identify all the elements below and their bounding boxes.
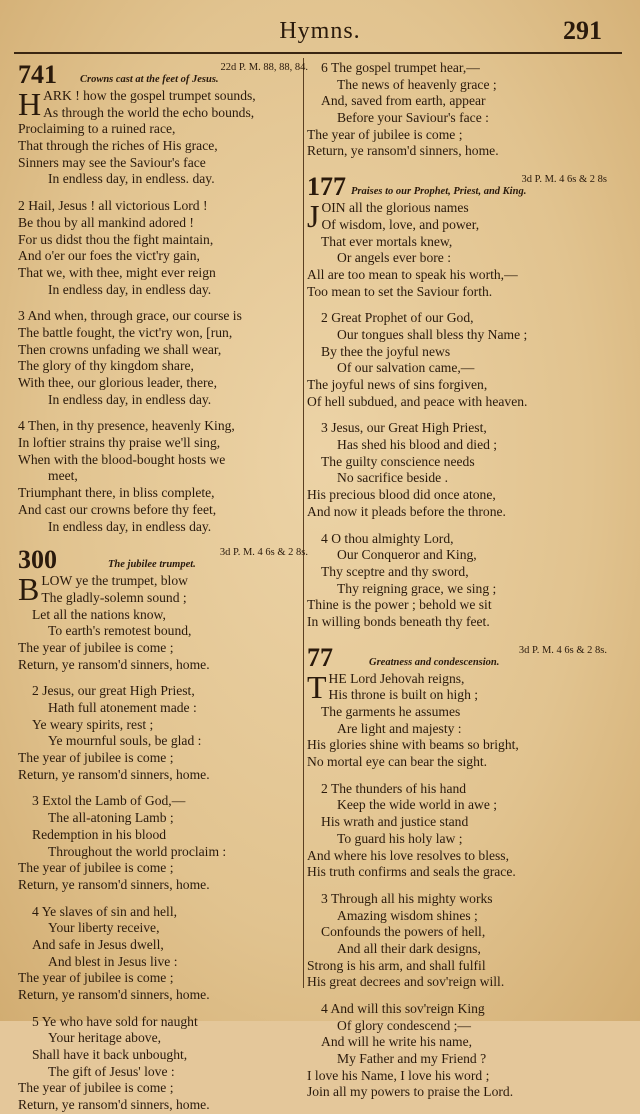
verse-line: The all-atoning Lamb ; xyxy=(48,810,174,826)
hymn-300-header xyxy=(18,547,308,573)
verse-line: And, saved from earth, appear xyxy=(321,93,486,109)
verse-line: And now it pleads before the throne. xyxy=(307,503,506,519)
verse-line: His great decrees and sov'reign will. xyxy=(307,974,505,990)
verse-line: In endless day, in endless day. xyxy=(48,391,212,407)
verse-line: HE Lord Jehovah reigns, xyxy=(328,670,465,686)
verse-line: Of glory condescend ;— xyxy=(337,1017,472,1033)
verse-line: Or angels ever bore : xyxy=(337,250,451,266)
hymn-meter: 3d P. M. 4 6s & 2 8s. xyxy=(518,644,607,656)
hymn-177-verse-1 xyxy=(307,200,607,233)
verse-line: Throughout the world proclaim : xyxy=(48,843,227,859)
header-rule xyxy=(14,52,622,54)
verse-line: His precious blood did once atone, xyxy=(307,487,496,503)
verse-line: And all their dark designs, xyxy=(337,940,481,956)
verse-line: Proclaiming to a ruined race, xyxy=(18,121,176,137)
hymn-741-header xyxy=(18,62,308,88)
verse-line: In endless day, in endless. day. xyxy=(48,171,215,187)
verse-line: 3 Jesus, our Great High Priest, xyxy=(321,420,487,436)
verse-line: Our tongues shall bless thy Name ; xyxy=(337,326,528,342)
verse-line: 3 And when, through grace, our course is xyxy=(18,308,242,324)
verse-line: Ye weary spirits, rest ; xyxy=(32,716,154,732)
verse-line: All are too mean to speak his worth,— xyxy=(307,266,518,282)
verse-line: My Father and my Friend ? xyxy=(337,1051,487,1067)
verse-line: With thee, our glorious leader, there, xyxy=(18,375,217,390)
verse-line: 3 Through all his mighty works xyxy=(321,890,493,906)
verse-line: 4 Ye slaves of sin and hell, xyxy=(32,903,177,919)
drop-cap: B xyxy=(18,573,40,607)
verse-line: 2 Hail, Jesus ! all victorious Lord ! xyxy=(18,198,208,214)
page-number: 291 xyxy=(563,16,602,45)
verse-line: When with the blood-bought hosts we xyxy=(18,451,226,467)
verse-line: The news of heavenly grace ; xyxy=(337,76,497,92)
hymn-meter: 3d P. M. 4 6s & 2 8s xyxy=(521,174,607,186)
verse-line: No sacrifice beside . xyxy=(337,470,448,486)
verse-line: Thine is the power ; behold we sit xyxy=(307,597,492,613)
verse-line: Keep the wide world in awe ; xyxy=(337,797,498,813)
drop-cap: T xyxy=(307,670,327,704)
verse-line: Thy reigning grace, we sing ; xyxy=(337,580,497,596)
left-column xyxy=(18,60,308,1114)
verse-line: Our Conqueror and King, xyxy=(337,547,477,563)
verse-line: That ever mortals knew, xyxy=(321,233,453,249)
verse-line: The year of jubilee is come ; xyxy=(18,970,174,986)
verse-line: And o'er our foes the vict'ry gain, xyxy=(18,248,200,264)
hymn-number: 741 xyxy=(18,60,57,89)
verse-line: The gift of Jesus' love : xyxy=(48,1063,175,1079)
verse-line: To guard his holy law ; xyxy=(337,830,463,846)
verse-line: Are light and majesty : xyxy=(337,720,462,736)
verse-line: Then crowns unfading we shall wear, xyxy=(18,341,222,357)
verse-line: Your heritage above, xyxy=(48,1030,162,1046)
verse-line: His glories shine with beams so bright, xyxy=(307,737,519,753)
verse-line: In loftier strains thy praise we'll sing, xyxy=(18,435,221,451)
verse-line: Return, ye ransom'd sinners, home. xyxy=(18,766,210,782)
verse-line: LOW ye the trumpet, blow xyxy=(41,573,188,589)
hymn-77-verse-1 xyxy=(307,671,607,704)
verse-line: I love his Name, I love his word ; xyxy=(307,1067,490,1083)
verse-line: 5 Ye who have sold for naught xyxy=(32,1013,198,1029)
verse-line: Amazing wisdom shines ; xyxy=(337,907,478,923)
verse-line: His throne is built on high ; xyxy=(328,687,479,703)
hymn-meter: 22d P. M. 88, 88, 84. xyxy=(220,62,308,73)
hymn-177-header xyxy=(307,174,607,200)
drop-cap: J xyxy=(307,200,320,234)
verse-line: The garments he assumes xyxy=(321,704,461,719)
verse-line: No mortal eye can bear the sight. xyxy=(307,754,488,770)
verse-line: In endless day, in endless day. xyxy=(48,281,212,297)
verse-line: Confounds the powers of hell, xyxy=(321,924,486,940)
verse-line: Thy sceptre and thy sword, xyxy=(321,563,469,579)
verse-line: The joyful news of sins forgiven, xyxy=(307,377,488,392)
verse-line: For us didst thou the fight maintain, xyxy=(18,231,214,247)
verse-line: Return, ye ransom'd sinners, home. xyxy=(307,143,499,159)
verse-line: Let all the nations know, xyxy=(32,606,166,622)
verse-line: 2 Jesus, our great High Priest, xyxy=(32,683,195,699)
verse-line: Has shed his blood and died ; xyxy=(337,437,498,453)
verse-line: ARK ! how the gospel trumpet sounds, xyxy=(43,88,256,103)
verse-line: 2 The thunders of his hand xyxy=(321,780,467,796)
hymn-number: 300 xyxy=(18,545,57,575)
hymn-subtitle: Greatness and condescension. xyxy=(369,656,500,668)
hymn-subtitle: Crowns cast at the feet of Jesus. xyxy=(80,74,219,85)
hymn-subtitle: Praises to our Prophet, Priest, and King. xyxy=(351,186,527,198)
hymn-subtitle: The jubilee trumpet. xyxy=(108,559,196,571)
hymn-77-header xyxy=(307,642,607,672)
verse-line: The year of jubilee is come ; xyxy=(18,1080,174,1096)
verse-line: Before your Saviour's face : xyxy=(337,110,489,126)
verse-line: Return, ye ransom'd sinners, home. xyxy=(18,656,210,672)
verse-line: OIN all the glorious names xyxy=(321,200,469,216)
verse-line: The year of jubilee is come ; xyxy=(18,639,174,655)
verse-line: The year of jubilee is come ; xyxy=(307,126,463,142)
hymn-741-verse-1 xyxy=(18,88,308,121)
verse-line: Redemption in his blood xyxy=(32,826,167,842)
verse-line: 6 The gospel trumpet hear,— xyxy=(321,60,480,75)
hymn-300-verse-1 xyxy=(18,573,308,606)
verse-line: His truth confirms and seals the grace. xyxy=(307,864,516,880)
verse-line: 2 Great Prophet of our God, xyxy=(321,310,474,326)
verse-line: Shall have it back unbought, xyxy=(32,1047,188,1063)
verse-line: 4 Then, in thy presence, heavenly King, xyxy=(18,418,235,434)
verse-line: His wrath and justice stand xyxy=(321,814,469,830)
verse-line: Join all my powers to praise the Lord. xyxy=(307,1084,514,1100)
verse-line: That through the riches of His grace, xyxy=(18,138,218,154)
verse-line: Of wisdom, love, and power, xyxy=(321,216,480,232)
right-column xyxy=(307,60,607,1101)
hymn-meter: 3d P. M. 4 6s & 2 8s. xyxy=(219,547,308,559)
verse-line: Ye mournful souls, be glad : xyxy=(48,733,202,749)
verse-line: Strong is his arm, and shall fulfil xyxy=(307,957,486,973)
verse-line: Return, ye ransom'd sinners, home. xyxy=(18,1097,210,1113)
verse-line: The year of jubilee is come ; xyxy=(18,750,174,766)
verse-line: And blest in Jesus live : xyxy=(48,953,178,969)
verse-line: And will he write his name, xyxy=(321,1034,473,1050)
verse-line: Sinners may see the Saviour's face xyxy=(18,154,206,170)
verse-line: meet, xyxy=(48,468,78,484)
verse-line: And safe in Jesus dwell, xyxy=(32,936,164,952)
verse-line: Hath full atonement made : xyxy=(48,700,197,715)
verse-line: 4 And will this sov'reign King xyxy=(321,1001,485,1016)
verse-line: Of hell subdued, and peace with heaven. xyxy=(307,393,528,409)
verse-line: To earth's remotest bound, xyxy=(48,623,192,639)
verse-line: Your liberty receive, xyxy=(48,920,160,936)
verse-line: Return, ye ransom'd sinners, home. xyxy=(18,876,210,892)
verse-line: And where his love resolves to bless, xyxy=(307,847,509,863)
verse-line: The year of jubilee is come ; xyxy=(18,860,174,876)
verse-line: Be thou by all mankind adored ! xyxy=(18,214,194,230)
hymn-number: 77 xyxy=(307,642,333,672)
verse-line: By thee the joyful news xyxy=(321,343,451,359)
verse-line: Too mean to set the Saviour forth. xyxy=(307,283,493,299)
verse-line: Return, ye ransom'd sinners, home. xyxy=(18,987,210,1002)
verse-line: 3 Extol the Lamb of God,— xyxy=(32,793,186,809)
page-title: Hymns. xyxy=(279,18,361,44)
hymn-number: 177 xyxy=(307,172,346,202)
verse-line: The battle fought, the vict'ry won, [run, xyxy=(18,324,233,340)
verse-line: And cast our crowns before thy feet, xyxy=(18,501,217,517)
verse-line: The glory of thy kingdom share, xyxy=(18,358,194,374)
verse-line: As through the world the echo bounds, xyxy=(43,104,255,120)
verse-line: Triumphant there, in bliss complete, xyxy=(18,485,215,501)
verse-line: Of our salvation came,— xyxy=(337,360,475,376)
verse-line: 4 O thou almighty Lord, xyxy=(321,530,454,546)
verse-line: In willing bonds beneath thy feet. xyxy=(307,613,490,629)
verse-line: That we, with thee, might ever reign xyxy=(18,264,216,280)
verse-line: The guilty conscience needs xyxy=(321,453,475,469)
verse-line: The gladly-solemn sound ; xyxy=(41,589,187,605)
verse-line: In endless day, in endless day. xyxy=(48,518,212,534)
drop-cap: H xyxy=(18,88,42,122)
